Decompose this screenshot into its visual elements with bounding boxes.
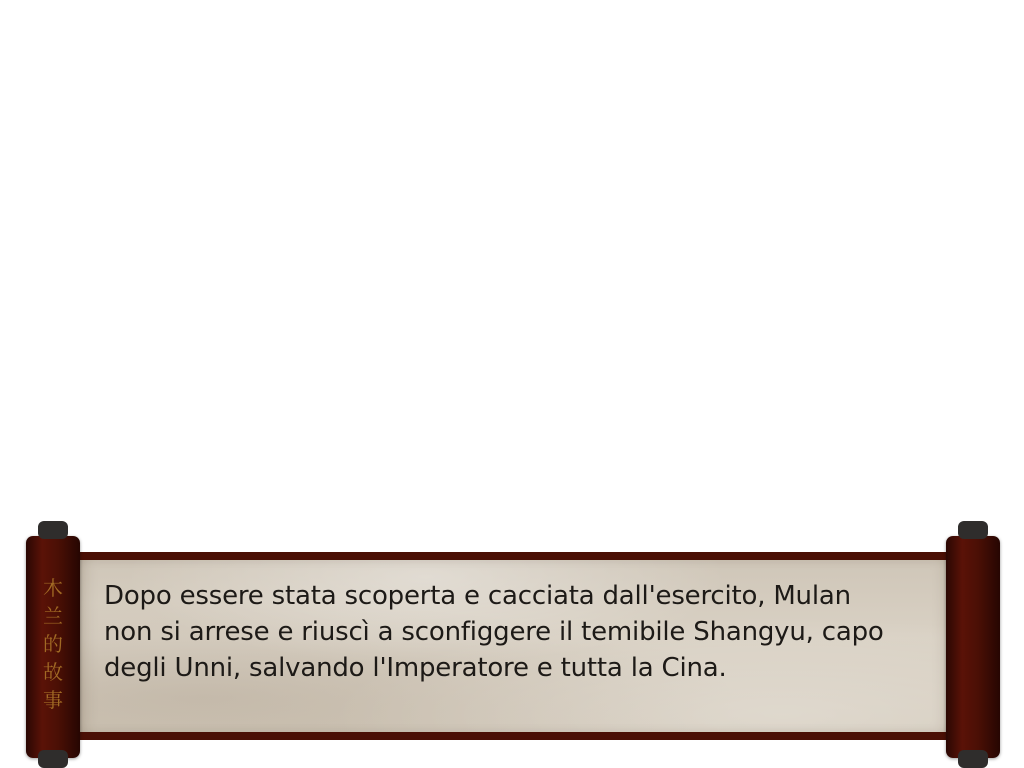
roller-char: 兰	[43, 604, 63, 628]
roller-char: 事	[43, 688, 63, 712]
roller-char: 木	[43, 576, 63, 600]
roller-cap-top	[958, 521, 988, 539]
roller-cap-bottom	[38, 750, 68, 768]
roller-char: 的	[43, 632, 63, 656]
roller-char: 故	[43, 660, 63, 684]
story-text: Dopo essere stata scoperta e cacciata dall'esercito, Mulan non si arrese e riuscì a sconfiggere il temibile Shangyu, capo degli Unni, salvando l'Imperatore e tutta la Cina.	[104, 581, 884, 683]
roller-title-characters	[26, 574, 80, 714]
story-scroll[interactable]	[70, 552, 960, 740]
scroll-roller-left	[26, 536, 80, 758]
roller-cap-bottom	[958, 750, 988, 768]
scroll-roller-right	[946, 536, 1000, 758]
roller-cap-top	[38, 521, 68, 539]
